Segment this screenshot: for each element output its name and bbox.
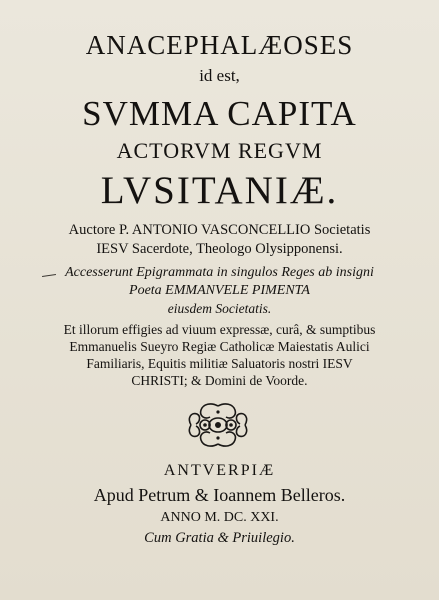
imprint-publisher: Apud Petrum & Ioannem Belleros. [93, 485, 346, 505]
epigrams-line-1: Accesserunt Epigrammata in singulos Reges ab insigni [65, 265, 374, 280]
title-line-4: ACTORVM REGVM [116, 138, 323, 163]
epigrams-line-3: eiusdem Societatis. [167, 301, 272, 316]
effigies-line-4: CHRISTI; & Domini de Voorde. [131, 373, 308, 388]
fleuron-ornament-icon [183, 400, 253, 450]
title-line-5: LVSITANIÆ. [100, 169, 339, 212]
author-line-1: Auctore P. ANTONIO VASCONCELLIO Societatis [68, 222, 371, 238]
effigies-line-1: Et illorum effigies ad viuum expressæ, curâ, & sumptibus [63, 322, 376, 337]
epigrams-line-2: Poeta EMMANVELE PIMENTA [129, 283, 310, 298]
author-line-2: IESV Sacerdote, Theologo Olysipponensi. [96, 241, 343, 257]
imprint-privilege: Cum Gratia & Priuilegio. [144, 530, 295, 546]
imprint-year: ANNO M. DC. XXI. [160, 510, 279, 525]
title-line-1: ANACEPHALÆOSES [85, 30, 354, 60]
imprint-place: ANTVERPIÆ [163, 462, 276, 479]
effigies-line-3: Familiaris, Equitis militiæ Saluatoris nostri IESV [86, 356, 353, 371]
title-line-3: SVMMA CAPITA [82, 94, 357, 133]
title-line-2: id est, [199, 66, 240, 85]
effigies-line-2: Emmanuelis Sueyro Regiæ Catholicæ Maiestatis Aulici [69, 339, 370, 354]
